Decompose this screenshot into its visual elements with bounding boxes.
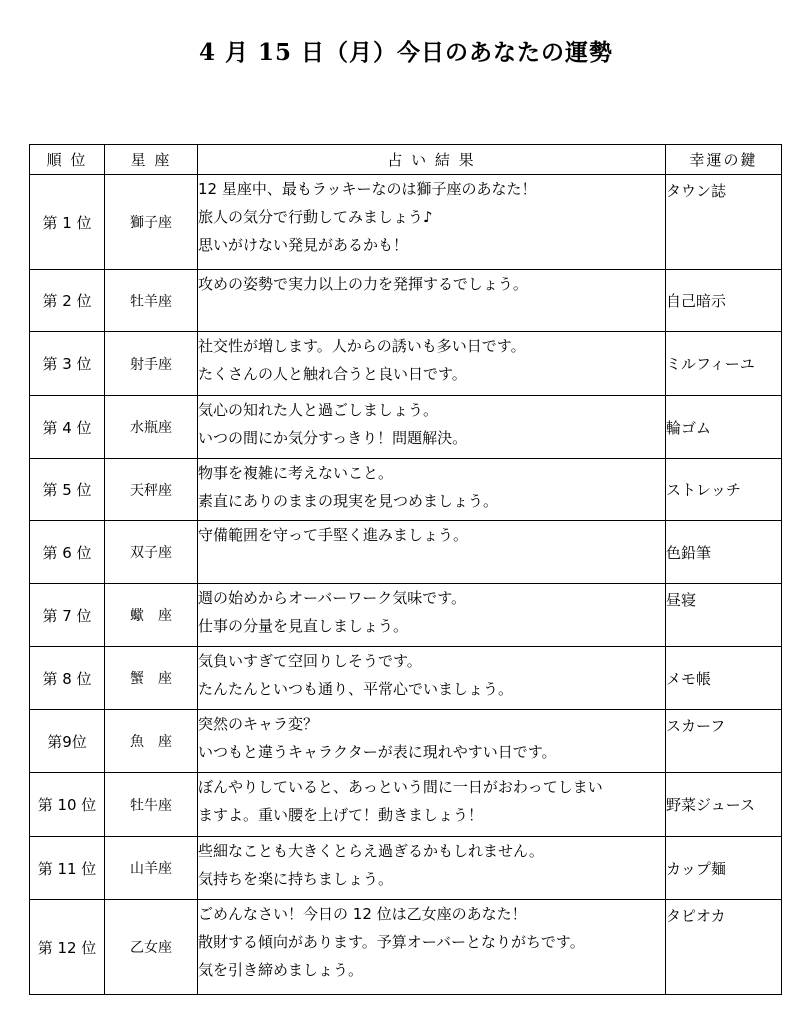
fortune-result-cell — [198, 459, 666, 521]
lucky-key-cell: 色鉛筆 — [666, 521, 782, 584]
zodiac-sign-cell: 天秤座 — [105, 459, 198, 521]
header-lucky-key: 幸運の鍵 — [666, 145, 782, 175]
fortune-line: ぼんやりしていると、あっという間に一日がおわってしまい — [198, 778, 603, 796]
fortune-line: いつもと違うキャラクターが表に現れやすい日です。 — [198, 743, 557, 761]
table-row — [30, 175, 782, 270]
lucky-key-cell: タピオカ — [666, 900, 782, 995]
lucky-key-cell: ストレッチ — [666, 459, 782, 521]
lucky-key-cell: 輪ゴム — [666, 396, 782, 459]
rank-cell: 第 11 位 — [30, 837, 105, 900]
zodiac-sign-cell: 魚 座 — [105, 710, 198, 773]
zodiac-sign-cell: 水瓶座 — [105, 396, 198, 459]
fortune-line: 素直にありのままの現実を見つめましょう。 — [198, 492, 499, 510]
fortune-line: いつの間にか気分すっきり！問題解決。 — [198, 429, 468, 447]
rank-cell: 第 12 位 — [30, 900, 105, 995]
fortune-result-cell — [198, 584, 666, 647]
fortune-line: 守備範囲を守って手堅く進みましょう。 — [198, 526, 469, 544]
zodiac-sign-cell: 蠍 座 — [105, 584, 198, 647]
fortune-line: 気心の知れた人と過ごしましょう。 — [198, 401, 439, 419]
zodiac-sign-cell: 牡牛座 — [105, 773, 198, 837]
lucky-key-cell: 野菜ジュース — [666, 773, 782, 837]
header-rank: 順 位 — [30, 145, 105, 175]
fortune-line: 気を引き締めましょう。 — [198, 961, 364, 979]
zodiac-sign-cell: 獅子座 — [105, 175, 198, 270]
table-row — [30, 837, 782, 900]
fortune-line: 社交性が増します。人からの誘いも多い日です。 — [198, 337, 526, 355]
rank-cell: 第 10 位 — [30, 773, 105, 837]
fortune-result-cell — [198, 710, 666, 773]
table-row — [30, 332, 782, 396]
fortune-line: 思いがけない発見があるかも！ — [198, 236, 409, 254]
lucky-key-cell: メモ帳 — [666, 647, 782, 710]
fortune-line: 仕事の分量を見直しましょう。 — [198, 617, 409, 635]
rank-cell: 第 5 位 — [30, 459, 105, 521]
fortune-line: 物事を複雑に考えないこと。 — [198, 464, 394, 482]
fortune-line: たくさんの人と触れ合うと良い日です。 — [198, 365, 467, 383]
zodiac-sign-cell: 山羊座 — [105, 837, 198, 900]
fortune-line: たんたんといつも通り、平常心でいましょう。 — [198, 680, 514, 698]
fortune-line: 攻めの姿勢で実力以上の力を発揮するでしょう。 — [198, 275, 528, 293]
zodiac-sign-cell: 射手座 — [105, 332, 198, 396]
zodiac-sign-cell: 乙女座 — [105, 900, 198, 995]
lucky-key-cell: 昼寝 — [666, 584, 782, 647]
fortune-table — [29, 144, 782, 995]
zodiac-sign-cell: 双子座 — [105, 521, 198, 584]
fortune-result-cell — [198, 647, 666, 710]
rank-cell: 第9位 — [30, 710, 105, 773]
fortune-result-cell — [198, 396, 666, 459]
fortune-result-cell — [198, 332, 666, 396]
fortune-line: 突然のキャラ変？ — [198, 715, 319, 733]
header-sign: 星 座 — [105, 145, 198, 175]
zodiac-sign-cell: 牡羊座 — [105, 270, 198, 332]
table-body — [30, 175, 782, 995]
fortune-result-cell — [198, 773, 666, 837]
rank-cell: 第 8 位 — [30, 647, 105, 710]
header-result: 占 い 結 果 — [198, 145, 666, 175]
fortune-result-cell — [198, 270, 666, 332]
lucky-key-cell: カップ麺 — [666, 837, 782, 900]
fortune-line: 些細なことも大きくとらえ過ぎるかもしれません。 — [198, 842, 544, 860]
table-row — [30, 459, 782, 521]
page-title: 4 月 15 日（月）今日のあなたの運勢 — [198, 39, 614, 66]
table-row — [30, 396, 782, 459]
fortune-line: 12 星座中、最もラッキーなのは獅子座のあなた！ — [198, 180, 537, 198]
table-row — [30, 270, 782, 332]
table-row — [30, 710, 782, 773]
rank-cell: 第 4 位 — [30, 396, 105, 459]
lucky-key-cell: 自己暗示 — [666, 270, 782, 332]
fortune-line: ますよ。重い腰を上げて！動きましょう！ — [198, 806, 484, 824]
rank-cell: 第 7 位 — [30, 584, 105, 647]
fortune-line: 週の始めからオーバーワーク気味です。 — [198, 589, 467, 607]
lucky-key-cell: タウン誌 — [666, 175, 782, 270]
table-row — [30, 647, 782, 710]
fortune-result-cell — [198, 521, 666, 584]
fortune-result-cell — [198, 175, 666, 270]
table-row — [30, 773, 782, 837]
fortune-result-cell — [198, 837, 666, 900]
fortune-result-cell — [198, 900, 666, 995]
lucky-key-cell: ミルフィーユ — [666, 332, 782, 396]
fortune-line: 旅人の気分で行動してみましょう♪ — [198, 208, 433, 226]
lucky-key-cell: スカーフ — [666, 710, 782, 773]
zodiac-sign-cell: 蟹 座 — [105, 647, 198, 710]
table-header-row — [30, 145, 782, 175]
fortune-line: ごめんなさい！今日の 12 位は乙女座のあなた！ — [198, 905, 527, 923]
fortune-line: 気持ちを楽に持ちましょう。 — [198, 870, 394, 888]
fortune-line: 散財する傾向があります。予算オーバーとなりがちです。 — [198, 933, 585, 951]
table-row — [30, 900, 782, 995]
table-row — [30, 521, 782, 584]
fortune-line: 気負いすぎて空回りしそうです。 — [198, 652, 422, 670]
table-row — [30, 584, 782, 647]
rank-cell: 第 3 位 — [30, 332, 105, 396]
rank-cell: 第 1 位 — [30, 175, 105, 270]
rank-cell: 第 6 位 — [30, 521, 105, 584]
rank-cell: 第 2 位 — [30, 270, 105, 332]
